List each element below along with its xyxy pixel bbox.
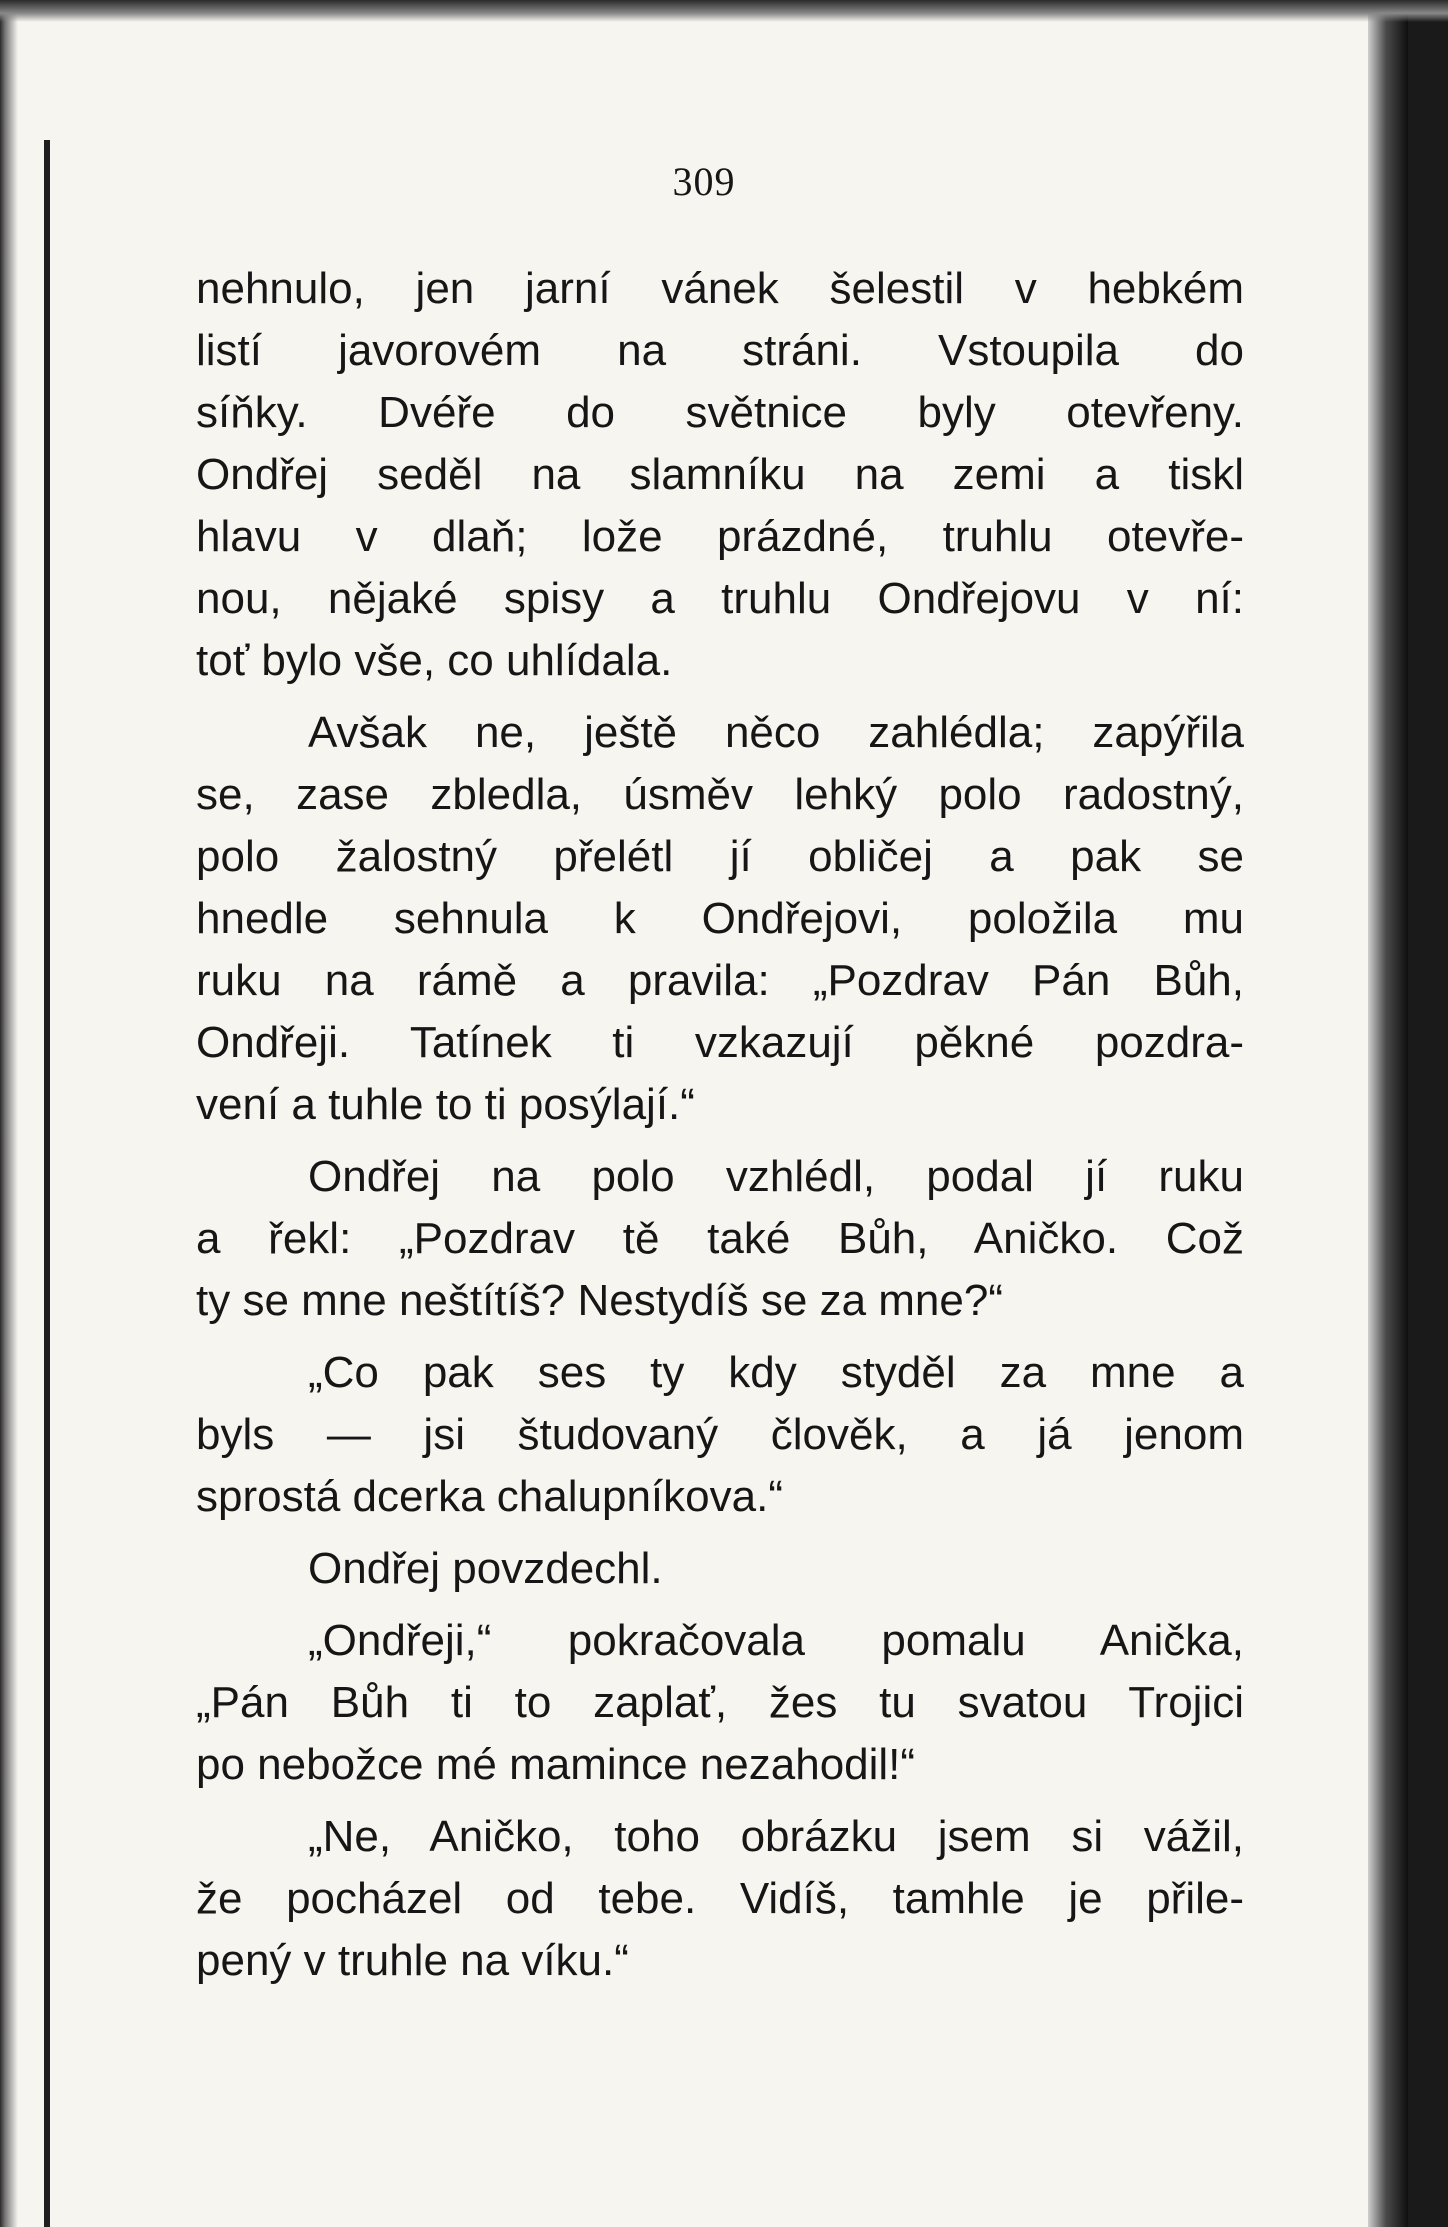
text-line: Avšak ne, ještě něco zahlédla; zapýřila xyxy=(308,708,1244,757)
text-line: ruku na rámě a pravila: „Pozdrav Pán Bůh, xyxy=(196,956,1244,1005)
body-text xyxy=(196,258,1244,1992)
text-line: Ondřeji. Tatínek ti vzkazují pěkné pozdra- xyxy=(196,1018,1244,1067)
binding-shadow xyxy=(44,140,50,2227)
text-line: vení a tuhle to ti posýlají.“ xyxy=(196,1080,695,1129)
text-line: listí javorovém na stráni. Vstoupila do xyxy=(196,326,1244,375)
text-line: po nebožce mé mamince nezahodil!“ xyxy=(196,1740,916,1789)
text-line: že pocházel od tebe. Vidíš, tamhle je přile- xyxy=(196,1874,1244,1923)
text-line: se, zase zbledla, úsměv lehký polo radostný, xyxy=(196,770,1244,819)
text-line: hnedle sehnula k Ondřejovi, položila mu xyxy=(196,894,1244,943)
text-line: byls — jsi študovaný člověk, a já jenom xyxy=(196,1410,1244,1459)
text-line: pený v truhle na víku.“ xyxy=(196,1936,629,1985)
text-line: nou, nějaké spisy a truhlu Ondřejovu v ní: xyxy=(196,574,1244,623)
text-line: nehnulo, jen jarní vánek šelestil v hebkém xyxy=(196,264,1244,313)
page-number: 309 xyxy=(672,159,736,204)
text-line: ty se mne neštítíš? Nestydíš se za mne?“ xyxy=(196,1276,1003,1325)
text-line: „Ne, Aničko, toho obrázku jsem si vážil, xyxy=(308,1812,1244,1861)
text-line: „Pán Bůh ti to zaplať, žes tu svatou Trojici xyxy=(196,1678,1244,1727)
text-line: sprostá dcerka chalupníkova.“ xyxy=(196,1472,783,1521)
text-line: „Ondřeji,“ pokračovala pomalu Anička, xyxy=(308,1616,1244,1665)
text-line: a řekl: „Pozdrav tě také Bůh, Aničko. Což xyxy=(196,1214,1244,1263)
text-line: Ondřej na polo vzhlédl, podal jí ruku xyxy=(308,1152,1244,1201)
text-line: Ondřej seděl na slamníku na zemi a tiskl xyxy=(196,450,1244,499)
left-page-edge xyxy=(0,0,18,2227)
top-scan-edge xyxy=(0,0,1448,22)
text-line: toť bylo vše, co uhlídala. xyxy=(196,636,673,685)
right-page-edge xyxy=(1368,0,1408,2227)
text-line: Ondřej povzdechl. xyxy=(308,1544,663,1593)
text-line: síňky. Dvéře do světnice byly otevřeny. xyxy=(196,388,1244,437)
text-line: „Co pak ses ty kdy styděl za mne a xyxy=(308,1348,1244,1397)
text-line: polo žalostný přelétl jí obličej a pak se xyxy=(196,832,1244,881)
text-line: hlavu v dlaň; lože prázdné, truhlu otevře- xyxy=(196,512,1244,561)
